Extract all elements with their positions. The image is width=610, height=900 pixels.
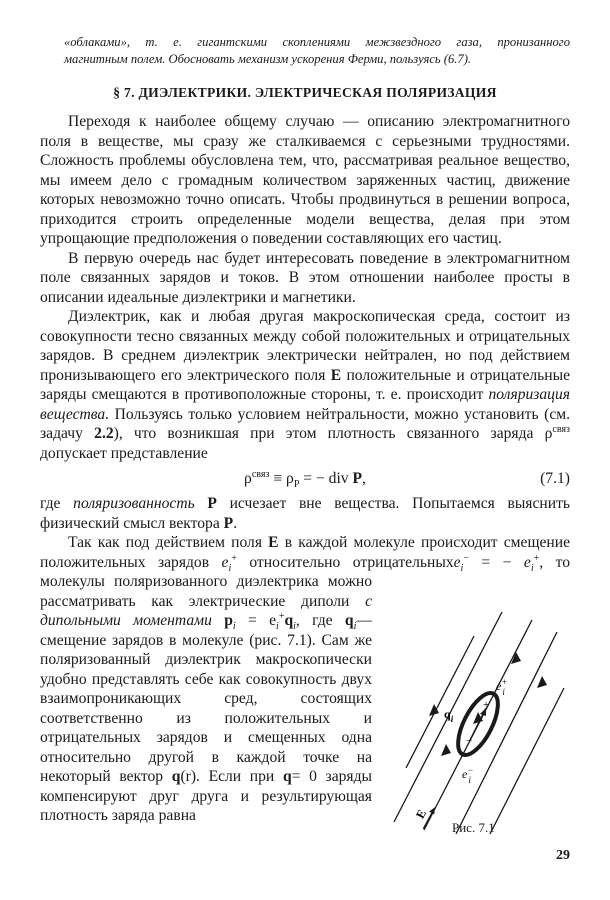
term-polarization: поляризация вещества. [40,386,571,423]
plus-sign: + [483,699,490,711]
vector-E: E [330,366,342,384]
label-negative-charge: e− i [462,765,474,785]
label-field-E: E [412,807,430,821]
problem-reference: 2.2 [94,425,114,442]
main-text [40,112,570,862]
intro-line-2: магнитным полем. Обосновать механизм ускорения Ферми, пользуясь (6.7). [64,52,472,66]
figure-caption: Рис. 7.1 [452,820,495,835]
page-number: 29 [556,848,570,863]
minus-sign: − [466,735,473,747]
paragraph-5: Так как под действием поля E в каждой молекуле происходит смещение положительных зарядов $e_i^+$ относительно отрицательных + − e+ i e− i $q_i$ E $e_i^-$ = − $e_i^+$, то молекулы поляризованного диэлектрика можно рассматривать как электрические диполи с дипольными моментами $p_i = e_i^+q_i$, где $q_i—$ смещение зарядов в молекуле (рис. 7.1). Сам же поляризованный диэлектрик макроскопически удобно представлять себе как совокупность двух взаимопроникающих сред, состоящих соответственно из положительных и отрицательных зарядов и смещенных одна относительно другой в каждой точке на некоторый вектор q(r). Если при q= 0 заряды компенсируют друг друга и результирующая плотность заряда равна [40,533,570,826]
paragraph-1: Переходя к наиболее общему случаю — описанию электромагнитного поля в веществе, мы сразу же сталкиваемся с серьезными трудностями. Сложность проблемы обусловлена тем, что, рассматривая реальное вещество, мы имеем дело с громадным количеством заряженных частиц, движение которых невозможно точно описать. Чтобы продвинуться в решении вопроса, приходится строить определенные модели вещества, делая при этом упрощающие предположения о поведении составляющих его частиц. [40,113,570,247]
equation-7-1: $\rho^{связ} \equiv \rho_P$ = − div P, (7.1) [40,463,570,494]
dipole-diagram [382,572,570,862]
figure-7-1 [382,572,570,862]
equation-number: (7.1) [540,470,570,487]
paragraph-4: где поляризованность P исчезает вне вещества. Попытаемся выяснить физический смысл вектора P. [40,495,571,532]
paragraph-2: В первую очередь нас будет интересовать поведение в электромагнитном поле связанных зарядов и токов. В этом отношении наиболее просты в описании идеальные диэлектрики и магнетики. [40,249,570,306]
term-polarizability: поляризованность [73,495,195,512]
label-displacement: $q_i$ [444,707,454,724]
section-title: § 7. ДИЭЛЕКТРИКИ. ЭЛЕКТРИЧЕСКАЯ ПОЛЯРИЗАЦИЯ [113,85,497,100]
intro-line-1: «облаками», т. е. гигантскими скоплениями межзвездного газа, пронизанного [64,35,570,49]
paragraph-3: Диэлектрик, как и любая другая макроскопическая среда, состоит из совокупности тесно связанных между собой положительных и отрицательных зарядов. В среднем диэлектрик электрически нейтрален, но под действием пронизывающего его электрического поля E положительные и отрицательные заряды смещаются в противоположные стороны, т. е. происходит поляризация вещества. Пользуясь только условием нейтральности, можно установить (см. задачу 2.2), что возникшая при этом плотность связанного заряда $\rho^{связ}$ допускает представление [40,308,571,462]
problem-continuation [64,34,570,68]
label-positive-charge: e+ i [496,677,508,697]
term-dipole-moments: с дипольными моментами [40,592,372,629]
